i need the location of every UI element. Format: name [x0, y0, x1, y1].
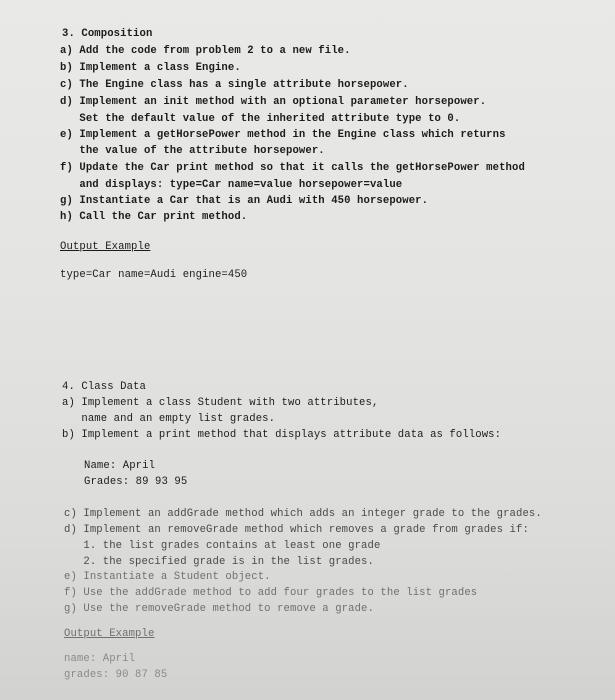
section-3-item-d: d) Implement an init method with an optional parameter horsepower.	[60, 96, 487, 108]
section-3-item-f: f) Update the Car print method so that it calls the getHorsePower method	[60, 162, 525, 174]
section-4-title: 4. Class Data	[62, 381, 146, 393]
section-3-item-h: h) Call the Car print method.	[60, 211, 248, 223]
section-4-item-f: f) Use the addGrade method to add four grades to the list grades	[64, 587, 478, 599]
section-3-item-b: b) Implement a class Engine.	[60, 62, 241, 74]
section-3-item-c: c) The Engine class has a single attribute horsepower.	[60, 79, 409, 91]
section-3-item-e-cont: the value of the attribute horsepower.	[60, 145, 325, 157]
section-3-item-f-cont: and displays: type=Car name=value horsepower=value	[60, 179, 403, 191]
section-4-output-name: name: April	[64, 653, 136, 665]
section-3-item-g: g) Instantiate a Car that is an Audi with 450 horsepower.	[60, 195, 429, 207]
section-4-item-d-2: 2. the specified grade is in the list grades.	[64, 556, 374, 568]
section-3-item-d-cont: Set the default value of the inherited attribute type to 0.	[60, 113, 461, 125]
section-3-output-heading: Output Example	[60, 241, 151, 253]
section-4-item-g: g) Use the removeGrade method to remove a grade.	[64, 603, 374, 615]
section-3-item-a: a) Add the code from problem 2 to a new file.	[60, 45, 351, 57]
section-4-sample-grades: Grades: 89 93 95	[84, 476, 188, 488]
section-3-item-e: e) Implement a getHorsePower method in the Engine class which returns	[60, 129, 506, 141]
section-4-item-d-1: 1. the list grades contains at least one grade	[64, 540, 381, 552]
section-4-item-c: c) Implement an addGrade method which adds an integer grade to the grades.	[64, 508, 542, 520]
section-3-title: 3. Composition	[62, 28, 153, 40]
section-4-item-b: b) Implement a print method that displays attribute data as follows:	[62, 429, 502, 441]
section-4-item-d: d) Implement an removeGrade method which removes a grade from grades if:	[64, 524, 529, 536]
section-4-item-a-cont: name and an empty list grades.	[62, 413, 276, 425]
section-3-output-line: type=Car name=Audi engine=450	[60, 269, 248, 281]
section-4-output-heading: Output Example	[64, 628, 155, 640]
section-4-item-a: a) Implement a class Student with two attributes,	[62, 397, 379, 409]
section-4-item-e: e) Instantiate a Student object.	[64, 571, 271, 583]
section-4-output-grades: grades: 90 87 85	[64, 669, 168, 681]
section-4-sample-name: Name: April	[84, 460, 156, 472]
